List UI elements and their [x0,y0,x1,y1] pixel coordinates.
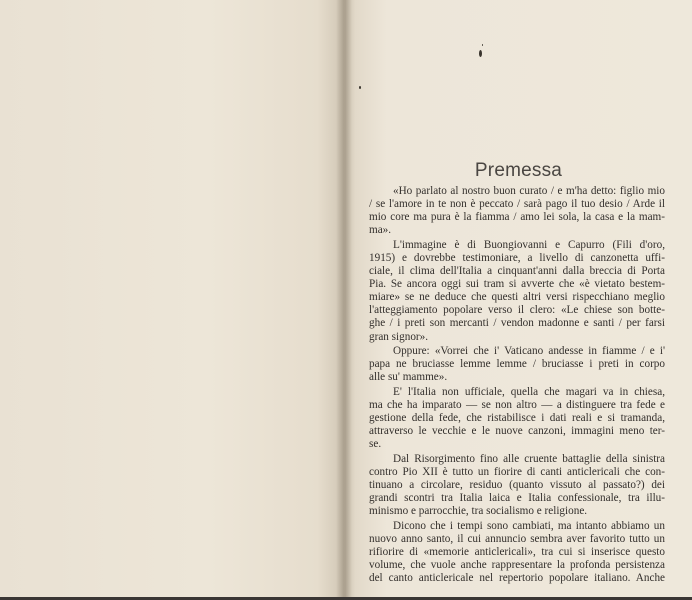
paragraph [369,386,665,451]
text-line: contro Pio XII è tutto un fiorire di canti anticlericali che con- [369,465,665,478]
text-line: attraverso le vecchie e le nuove canzoni, immagini meno ter- [369,425,665,438]
text-line: miare» se ne deduce che questi altri versi rispecchiano meglio [369,291,665,304]
text-line: L'immagine è di Buongiovanni e Capurro (Fili d'oro, [393,238,665,251]
text-line: l'atteggiamento popolare verso il clero: «Le chiese son botte- [369,304,665,317]
text-line: Oppure: «Vorrei che i' Vaticano andesse in fiamme / e i' [393,345,665,358]
text-line: del canto anticlericale nel repertorio popolare italiano. Anche [369,572,665,585]
text-line: Dal Risorgimento fino alle cruente battaglie della sinistra [393,452,665,465]
text-line: minismo e parrocchie, tra socialismo e religione. [369,505,588,518]
text-line: grandi scontri tra Italia laica e Italia confessionale, tra illu- [369,492,665,505]
paragraph [369,239,665,344]
text-line: mio core ma pura è la fiamma / amo lei sola, la casa e la mam- [369,211,665,224]
text-line: papa ne bruciasse lemme lemme / bruciasse i preti in corpo [369,358,665,371]
text-line: gestione della fede, che ristabilisce i dati reali e si tramanda, [369,412,665,425]
text-line: tinuano a circolare, residuo (quanto vissuto al passato?) dei [369,479,665,492]
text-line: nuovo anno santo, il cui annuncio sembra aver favorito tutto un [369,532,665,545]
text-line: / se l'amore in te non è peccato / sarà pago il tuo desio / Arde il [369,198,665,211]
ink-speck [479,50,482,57]
paragraph [369,453,665,518]
text-line: «Ho parlato al nostro buon curato / e m'ha detto: figlio mio [393,185,665,197]
text-line: gran signor». [369,330,429,343]
text-line: se. [369,438,382,451]
paragraph [369,520,665,585]
text-line: E' l'Italia non ufficiale, quella che magari va in chiesa, [393,385,665,398]
book-gutter [336,0,352,600]
page-title: Premessa [474,159,563,181]
text-line: ciale, il clima dell'Italia a cinquant'anni dalla breccia di Porta [369,265,665,278]
ink-speck [359,86,361,89]
text-line: Dicono che i tempi sono cambiati, ma intanto abbiamo un [393,519,665,532]
paragraph [369,185,665,237]
text-line: ma». [369,224,392,237]
text-line: volume, che vuole anche rappresentare la profonda persistenza [369,559,665,572]
text-line: alle su' mamme». [369,371,448,384]
body-text [369,185,665,585]
text-line: Pia. Se ancora oggi sui tram si avverte che «è vietato bestem- [369,278,665,291]
text-line: 1915) e dovrebbe testimoniare, a livello di canzonetta uffi- [369,251,665,264]
paragraph [369,345,665,384]
text-line: ghe / i preti son mercanti / vendon madonne e santi / per farsi [369,317,665,330]
text-line: ma che ha imparato — se non altro — a distinguere tra fede e [369,399,665,411]
left-page [0,0,345,600]
ink-speck [482,44,483,46]
text-line: rifiorire di «memorie anticlericali», tra cui si inserisce questo [369,546,665,559]
